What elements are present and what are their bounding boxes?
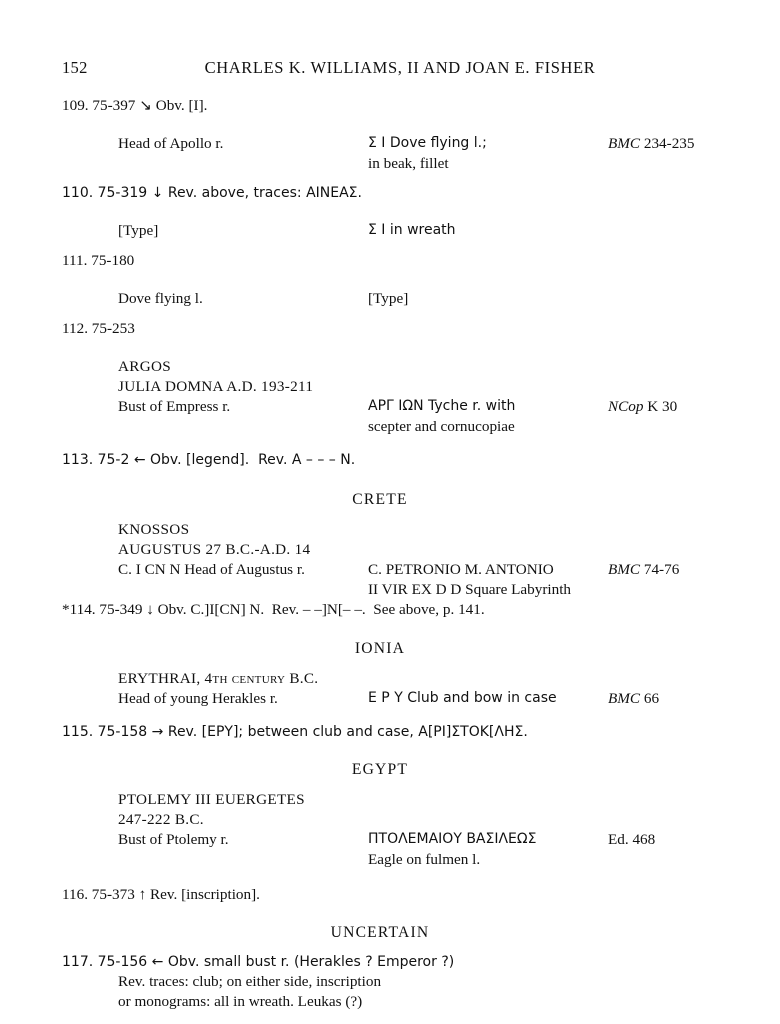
reverse-description: [Type] bbox=[368, 289, 409, 307]
obverse-description: Bust of Empress r. bbox=[118, 398, 231, 416]
reverse-description: Σ I in wreath bbox=[368, 221, 456, 238]
catalog-entry: 112. 75-253 bbox=[62, 319, 135, 337]
reverse-description: ΠΤΟΛΕΜΑΙΟΥ ΒΑΣΙΛΕΩΣ bbox=[368, 831, 537, 848]
reference bbox=[608, 689, 748, 709]
table-row bbox=[0, 289, 780, 309]
table-row bbox=[0, 134, 780, 154]
reference bbox=[608, 830, 748, 850]
page-header bbox=[0, 58, 780, 80]
table-row-continuation bbox=[0, 850, 780, 870]
obverse-description: [Type] bbox=[118, 221, 159, 239]
reference-italic: BMC bbox=[608, 690, 641, 708]
reference-italic: NCop bbox=[608, 398, 644, 416]
reverse-description-cont: in beak, fillet bbox=[368, 155, 449, 173]
date-heading: 247-222 B.C. bbox=[118, 811, 204, 829]
catalog-entry: 111. 75-180 bbox=[62, 251, 135, 269]
running-head: CHARLES K. WILLIAMS, II AND JOAN E. FISHER bbox=[204, 58, 596, 77]
obverse-description: Dove flying l. bbox=[118, 289, 203, 307]
catalog-body bbox=[0, 96, 780, 1012]
mint-heading: ERYTHRAI, 4th century B.C. bbox=[118, 670, 319, 688]
catalog-entry-continuation: or monograms: all in wreath. Leukas (?) bbox=[118, 992, 363, 1010]
reference-rest: K 30 bbox=[643, 398, 678, 416]
obverse-description: Bust of Ptolemy r. bbox=[118, 831, 229, 849]
reverse-description-cont: scepter and cornucopiae bbox=[368, 418, 515, 436]
reverse-description: C. PETRONIO M. ANTONIO bbox=[368, 561, 554, 579]
catalog-entry: *114. 75-349 ↓ Obv. C.]I[CN] N. Rev. – –]N[– –. See above, p. 141. bbox=[62, 601, 485, 619]
section-heading-ionia: IONIA bbox=[354, 639, 406, 657]
catalog-entry: 109. 75-397 ↘ Obv. [I]. bbox=[62, 97, 208, 114]
ruler-heading: JULIA DOMNA A.D. 193-211 bbox=[118, 377, 314, 395]
table-row bbox=[0, 689, 780, 709]
table-row bbox=[0, 221, 780, 241]
reverse-description: ΑΡΓ ΙΩΝ Tyche r. with bbox=[368, 398, 516, 415]
reference-rest: 74-76 bbox=[640, 561, 680, 579]
table-row-continuation bbox=[0, 580, 780, 600]
reference bbox=[608, 560, 748, 580]
reverse-description-cont: II VIR EX D D Square Labyrinth bbox=[368, 581, 572, 599]
ruler-heading: AUGUSTUS 27 B.C.-A.D. 14 bbox=[118, 541, 311, 559]
page-number: 152 bbox=[62, 58, 88, 77]
catalog-entry: 116. 75-373 ↑ Rev. [inscription]. bbox=[62, 885, 260, 903]
catalog-entry: 115. 75-158 → Rev. [ΕΡΥ]; between club and case, Α[ΡΙ]ΣΤΟΚ[ΛΗΣ. bbox=[62, 724, 528, 741]
reference-rest: Ed. 468 bbox=[608, 831, 656, 849]
reference bbox=[608, 134, 748, 154]
table-row bbox=[0, 830, 780, 850]
table-row-continuation bbox=[0, 154, 780, 174]
obverse-description: Head of Apollo r. bbox=[118, 135, 224, 153]
section-heading-uncertain: UNCERTAIN bbox=[330, 923, 430, 941]
catalog-entry: 117. 75-156 ← Obv. small bust r. (Herakles ? Emperor ?) bbox=[62, 954, 455, 971]
reference-rest: 66 bbox=[640, 690, 660, 708]
table-row bbox=[0, 397, 780, 417]
mint-heading: ARGOS bbox=[118, 357, 171, 375]
ruler-heading: PTOLEMY III EUERGETES bbox=[118, 791, 305, 809]
reverse-description-cont: Eagle on fulmen l. bbox=[368, 851, 481, 869]
reverse-description: E P Y Club and bow in case bbox=[368, 690, 557, 707]
reference-italic: BMC bbox=[608, 135, 641, 153]
obverse-description: C. I CN N Head of Augustus r. bbox=[118, 561, 305, 579]
section-heading-crete: CRETE bbox=[352, 490, 408, 508]
catalog-entry: 110. 75-319 ↓ Rev. above, traces: ΑΙΝΕΑΣ. bbox=[62, 185, 362, 202]
table-row bbox=[0, 560, 780, 580]
reverse-description: Σ I Dove flying l.; bbox=[368, 135, 487, 152]
catalog-entry: 113. 75-2 ← Obv. [legend]. Rev. A – – – N. bbox=[62, 452, 356, 469]
section-heading-egypt: EGYPT bbox=[351, 760, 409, 778]
reference bbox=[608, 397, 748, 417]
reference-rest: 234-235 bbox=[640, 135, 695, 153]
catalog-entry-continuation: Rev. traces: club; on either side, inscription bbox=[118, 972, 382, 990]
obverse-description: Head of young Herakles r. bbox=[118, 690, 278, 708]
mint-heading: KNOSSOS bbox=[118, 521, 190, 539]
table-row-continuation bbox=[0, 417, 780, 437]
reference-italic: BMC bbox=[608, 561, 641, 579]
